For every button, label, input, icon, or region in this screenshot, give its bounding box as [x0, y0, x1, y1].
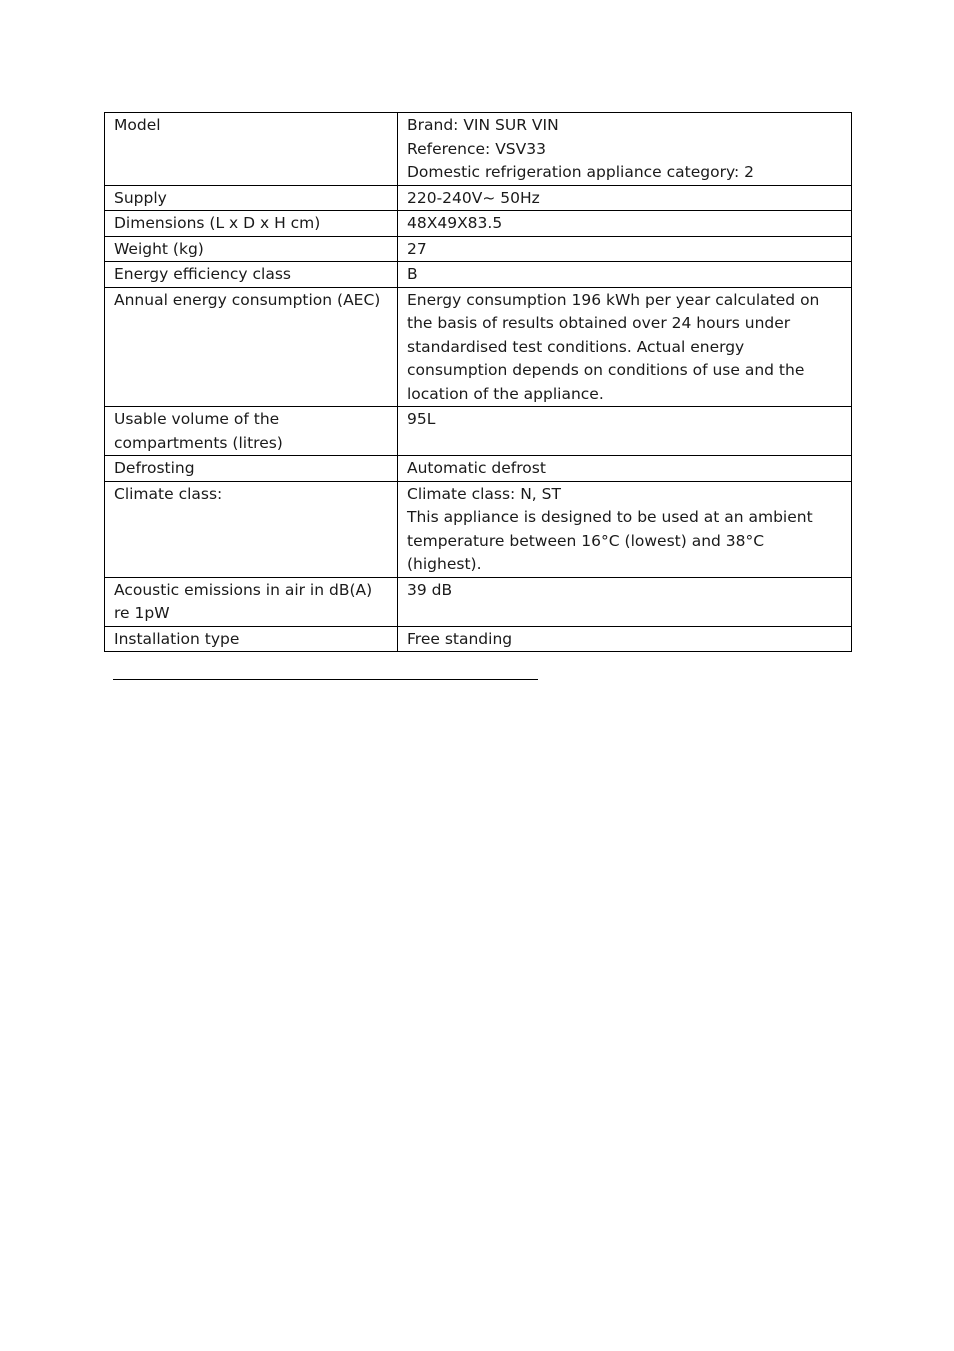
table-row: [105, 211, 852, 237]
table-row: [105, 456, 852, 482]
footnote-separator-line: [113, 679, 538, 680]
spec-label: Energy efficiency class: [105, 262, 398, 288]
spec-value-line: Climate class: N, ST: [407, 484, 561, 503]
spec-value: 48X49X83.5: [398, 211, 852, 237]
table-row: [105, 236, 852, 262]
table-row: [105, 626, 852, 652]
spec-value: Free standing: [398, 626, 852, 652]
spec-value: [398, 481, 852, 577]
table-row: [105, 407, 852, 456]
table-row: [105, 113, 852, 186]
spec-value: 39 dB: [398, 577, 852, 626]
spec-label: Weight (kg): [105, 236, 398, 262]
table-row: [105, 577, 852, 626]
spec-value: 95L: [398, 407, 852, 456]
spec-value: [398, 113, 852, 186]
spec-value: 220-240V~ 50Hz: [398, 185, 852, 211]
spec-label: Installation type: [105, 626, 398, 652]
spec-label: Defrosting: [105, 456, 398, 482]
spec-value: Automatic defrost: [398, 456, 852, 482]
spec-label: Usable volume of the compartments (litres): [105, 407, 398, 456]
table-row: [105, 185, 852, 211]
spec-label: Model: [105, 113, 398, 186]
spec-value: Energy consumption 196 kWh per year calculated on the basis of results obtained over 24 hours under standardised test conditions. Actual energy consumption depends on conditions of use and the location of the appliance.: [398, 287, 852, 407]
spec-value: 27: [398, 236, 852, 262]
spec-value-line: Domestic refrigeration appliance category: 2: [407, 163, 755, 181]
spec-label: Dimensions (L x D x H cm): [105, 211, 398, 237]
spec-label: Supply: [105, 185, 398, 211]
spec-label: Annual energy consumption (AEC): [105, 287, 398, 407]
spec-value-line: Brand: VIN SUR VIN: [407, 116, 559, 134]
spec-value-line: Reference: VSV33: [407, 139, 546, 158]
spec-value: B: [398, 262, 852, 288]
specifications-table: [104, 112, 852, 652]
spec-label: Climate class:: [105, 481, 398, 577]
table-row: [105, 262, 852, 288]
table-row: [105, 481, 852, 577]
table-row: [105, 287, 852, 407]
spec-value-line: This appliance is designed to be used at an ambient temperature between 16°C (lowest) and 38°C (highest).: [407, 508, 813, 573]
spec-label: Acoustic emissions in air in dB(A) re 1pW: [105, 577, 398, 626]
